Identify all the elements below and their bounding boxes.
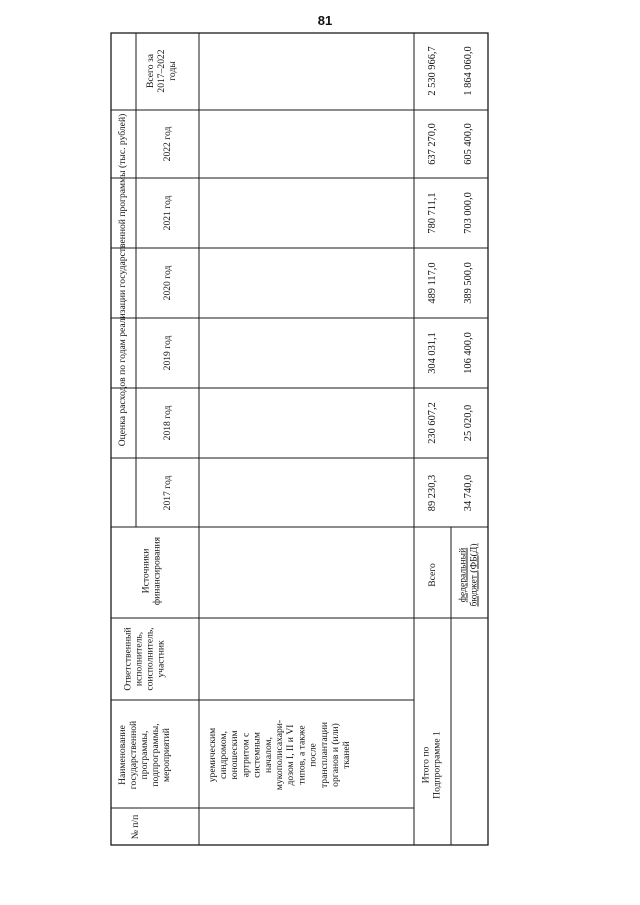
totals-row-1-value-2022-line: 637 270,0 [427,123,439,165]
header-col-name-line: мероприятий [161,728,173,782]
continuation-name-text-line: мукополисахари- [274,719,286,791]
header-col-name-line: программы, [139,730,151,780]
page-number: 81 [317,13,333,28]
header-col-name-line: Наименование [117,725,129,785]
header-total-col-line: Всего за [145,54,157,88]
header-col-executor [123,627,167,690]
header-year-2022-line: 2022 год [162,126,174,162]
header-col-sources [141,536,163,605]
header-year-2019-line: 2019 год [162,335,174,371]
totals-row-2-source [458,543,480,606]
header-col-executor-line: участник [155,640,167,678]
header-col-executor-line: соисполнитель, [144,627,156,691]
totals-row-2-value-2017-line: 34 740,0 [463,474,475,512]
totals-row-2-total [463,46,474,95]
header-year-2018 [162,406,173,441]
continuation-name-text-line: органов и (или) [330,723,342,787]
totals-label-line: Итого по [420,746,432,784]
header-col-name-line: подпрограммы, [150,723,162,787]
totals-row-1-value-2020-line: 489 117,0 [427,262,439,304]
continuation-name-text-line: типов, а также [296,725,308,785]
totals-row-2-value-2020 [463,262,474,304]
totals-row-1-value-2017 [427,475,438,511]
header-year-2020-line: 2020 год [162,265,174,301]
header-year-2018-line: 2018 год [162,405,174,441]
totals-row-2-value-2022 [463,123,474,165]
header-col-executor-line: исполнитель, [133,631,145,687]
totals-label [421,731,443,799]
header-col-name-line: государственной [128,720,140,790]
header-expense-group [117,114,128,447]
totals-row-2-value-2021-line: 703 000,0 [463,192,475,234]
header-col-name [117,721,172,789]
continuation-name-text-line: юношеским [229,730,241,780]
continuation-name-text-line: тканей [341,741,353,769]
header-col-sources-line: финансирования [151,536,163,606]
totals-row-2-value-2018-line: 25 020,0 [463,404,475,442]
header-year-2017 [162,476,173,511]
header-col-number [130,815,141,840]
totals-row-2-value-2022-line: 605 400,0 [463,123,475,165]
totals-row-1-value-2020 [427,262,438,303]
header-total-col [145,49,178,92]
totals-row-1-source-line: Всего [427,563,439,587]
continuation-name-text-line: дозом I, II и VI [285,724,297,786]
continuation-name-text-line: трансплантации [319,721,331,789]
totals-row-1-value-2021 [427,192,438,233]
totals-row-1-value-2018-line: 230 607,2 [427,402,439,444]
totals-row-2-total-line: 1 864 060,0 [463,46,475,96]
totals-row-1-value-2021-line: 780 711,1 [427,192,439,234]
continuation-name-text-line: началом, [263,736,275,774]
totals-row-1-value-2019-line: 304 031,1 [427,332,439,374]
continuation-name-text-line: синдромом, [218,731,230,779]
continuation-name-text-line: после [307,743,319,767]
totals-row-2-value-2018 [463,405,474,441]
totals-row-1-total-line: 2 530 966,7 [427,46,439,96]
header-year-2019 [162,336,173,371]
header-total-col-line: годы [167,61,179,81]
header-col-executor-line: Ответственный [122,627,134,691]
header-year-2021-line: 2021 год [162,195,174,231]
continuation-name-text-line: уремическим [207,727,219,783]
header-year-2022 [162,127,173,162]
header-year-2021 [162,196,173,231]
totals-row-2-source-line: федеральный [457,547,469,603]
totals-row-1-value-2022 [427,123,438,165]
totals-row-1-source [427,563,438,587]
header-year-2017-line: 2017 год [162,475,174,511]
continuation-name-text-line: артритом с [240,732,252,778]
header-expense-group-line: Оценка расходов по годам реализации государственной программы (тыс. рублей) [117,113,129,447]
totals-row-2-value-2020-line: 389 500,0 [463,262,475,304]
totals-row-1-value-2019 [427,332,438,374]
continuation-name-text [207,720,352,790]
continuation-name-text-line: системным [251,732,263,778]
totals-row-2-value-2021 [463,192,474,234]
totals-row-2-value-2017 [463,475,474,511]
totals-row-1-total [427,46,438,95]
totals-row-2-source-line: бюджет (ФБ(Д) [468,543,480,607]
totals-label-line: Подпрограмме 1 [431,731,443,799]
header-year-2020 [162,266,173,301]
header-col-sources-line: Источники [140,548,152,594]
totals-row-2-value-2019 [463,332,474,374]
totals-row-1-value-2018 [427,402,438,444]
header-total-col-line: 2017–2022 [156,49,168,93]
totals-row-1-value-2017-line: 89 230,3 [427,474,439,512]
table-text [117,46,480,839]
header-col-number-line: № п/п [130,814,142,840]
totals-row-2-value-2019-line: 106 400,0 [463,332,475,374]
